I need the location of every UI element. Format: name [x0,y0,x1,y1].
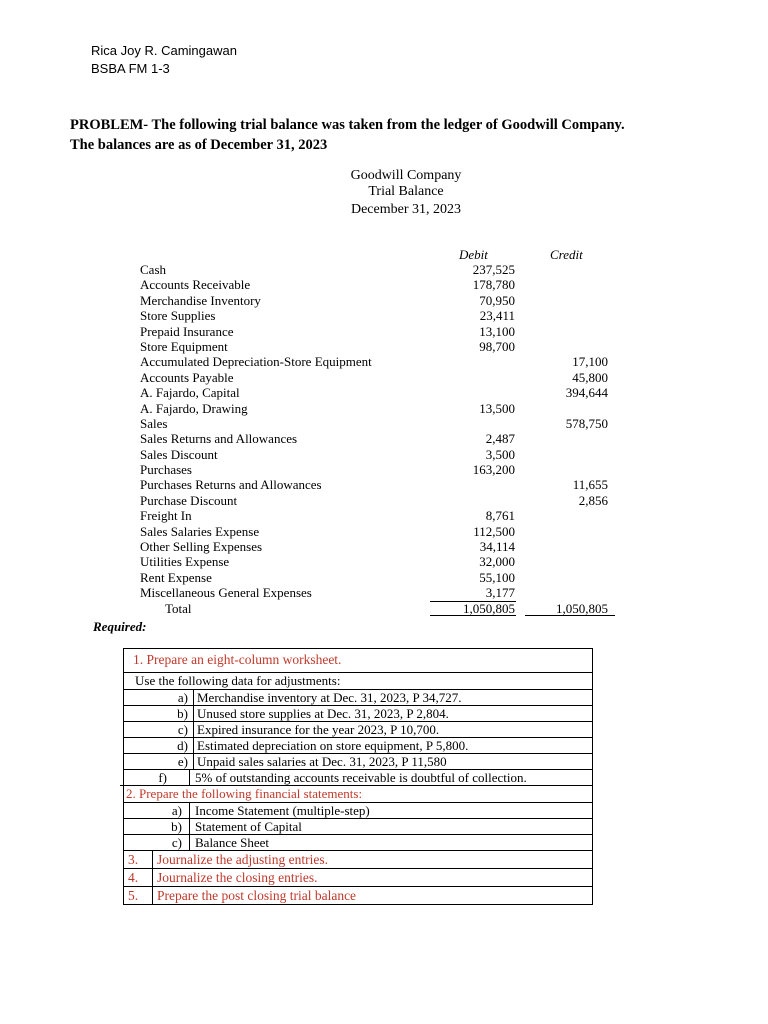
account-name: Purchases [140,462,192,478]
total-row [140,601,620,616]
credit-amount: 578,750 [565,415,608,431]
requirement-5 [124,886,592,904]
statement-title: Trial Balance [368,184,444,199]
requirement-text: Journalize the closing entries. [157,870,318,885]
adjustment-item [124,721,592,737]
credit-amount: 45,800 [572,369,608,385]
trial-balance-table [140,262,620,616]
debit-amount: 3,177 [485,585,515,601]
account-name: Merchandise Inventory [140,292,261,308]
debit-amount: 98,700 [479,338,515,354]
table-row [140,370,620,385]
table-row [140,539,620,554]
adjustment-text: Estimated depreciation on store equipment, P 5,800. [197,738,469,753]
account-name: Store Equipment [140,338,228,354]
account-name: Purchases Returns and Allowances [140,477,322,493]
table-row [140,277,620,292]
adjustment-text: Unused store supplies at Dec. 31, 2023, P 2,804. [197,706,449,721]
adjustment-text: Merchandise inventory at Dec. 31, 2023, P 34,727. [197,690,462,705]
statement-text: Statement of Capital [195,819,302,834]
account-name: Accounts Payable [140,369,234,385]
table-row [140,554,620,569]
statement-text: Income Statement (multiple-step) [195,803,370,818]
debit-sum-rule [430,601,516,602]
credit-amount: 2,856 [578,492,608,508]
adjustment-item [124,769,592,785]
debit-amount: 8,761 [485,508,515,524]
account-name: Sales Returns and Allowances [140,431,298,447]
problem-statement-line2: The balances are as of December 31, 2023 [70,137,328,153]
account-name: Miscellaneous General Expenses [140,585,312,601]
requirement-1: 1. Prepare an eight-column worksheet. [124,649,592,673]
table-row [140,462,620,477]
debit-amount: 13,500 [479,400,515,416]
account-name: A. Fajardo, Drawing [140,400,248,416]
account-name: Other Selling Expenses [140,539,263,555]
account-name: Freight In [140,508,192,524]
table-row [140,585,620,600]
adjustment-item [124,737,592,753]
account-name: Purchase Discount [140,492,238,508]
table-row [140,385,620,400]
statement-label: a) [171,803,182,818]
requirement-4 [124,868,592,886]
total-label: Total [165,600,192,616]
account-name: Accumulated Depreciation-Store Equipment [140,354,372,370]
debit-amount: 112,500 [473,523,515,539]
table-row [140,401,620,416]
adjustment-label: c) [177,722,188,737]
table-row [140,416,620,431]
account-name: Store Supplies [140,308,216,324]
credit-total-rule [525,615,615,616]
table-row [140,477,620,492]
table-row [140,447,620,462]
debit-amount: 2,487 [485,431,515,447]
adjustment-item [124,705,592,721]
account-name: Accounts Receivable [140,277,251,293]
table-row [140,354,620,369]
statement-item [124,818,592,834]
debit-amount: 178,780 [472,277,515,293]
problem-statement-line1: PROBLEM- The following trial balance was taken from the ledger of Goodwill Company. [70,117,625,133]
account-name: Rent Expense [140,569,212,585]
statement-label: c) [171,835,182,850]
table-row [140,431,620,446]
debit-amount: 163,200 [472,462,515,478]
table-row [140,308,620,323]
student-name: Rica Joy R. Camingawan [91,43,237,58]
table-row [140,324,620,339]
student-section: BSBA FM 1-3 [91,61,170,76]
account-name: Prepaid Insurance [140,323,234,339]
requirement-number: 3. [128,852,139,867]
credit-column-header: Credit [550,247,583,262]
adjustment-text: 5% of outstanding accounts receivable is doubtful of collection. [195,770,527,785]
requirement-text: Prepare the post closing trial balance [157,888,357,903]
total-credit: 1,050,805 [556,600,608,616]
adjustment-text: Expired insurance for the year 2023, P 10,700. [197,722,440,737]
table-row [140,508,620,523]
requirement-2: 2. Prepare the following financial statements: [120,785,592,802]
debit-amount: 70,950 [479,292,515,308]
account-name: Cash [140,262,166,277]
statement-item [124,834,592,850]
statement-date: December 31, 2023 [350,202,462,217]
requirement-3 [124,850,592,868]
table-row [140,570,620,585]
credit-amount: 11,655 [572,477,608,493]
debit-total-rule [430,615,516,616]
adjustment-label: d) [177,738,188,753]
table-row [140,493,620,508]
adjustment-item [124,689,592,705]
total-debit: 1,050,805 [463,600,515,616]
account-name: Sales Discount [140,446,218,462]
debit-amount: 237,525 [472,262,515,277]
debit-amount: 32,000 [479,554,515,570]
company-name: Goodwill Company [350,168,462,183]
adjustment-label: a) [177,690,188,705]
table-row [140,524,620,539]
statement-text: Balance Sheet [195,835,269,850]
statement-item [124,802,592,818]
account-name: Utilities Expense [140,554,230,570]
debit-amount: 34,114 [479,539,515,555]
account-name: A. Fajardo, Capital [140,385,240,401]
table-row [140,262,620,277]
debit-column-header: Debit [459,247,488,262]
adjustment-item [124,753,592,769]
adjustment-label: b) [177,706,188,721]
requirement-text: Journalize the adjusting entries. [157,852,328,867]
debit-amount: 55,100 [479,569,515,585]
requirement-number: 4. [128,870,139,885]
adjustments-intro: Use the following data for adjustments: [135,673,341,688]
debit-amount: 23,411 [479,308,515,324]
required-heading: Required: [93,619,147,634]
adjustment-text: Unpaid sales salaries at Dec. 31, 2023, P 11,580 [197,754,447,769]
credit-amount: 17,100 [572,354,608,370]
account-name: Sales Salaries Expense [140,523,260,539]
adjustment-label: e) [177,754,188,769]
account-name: Sales [140,415,168,431]
requirement-number: 5. [128,888,139,903]
credit-amount: 394,644 [565,385,608,401]
table-row [140,339,620,354]
adjustment-label: f) [158,770,167,785]
requirements-box [123,648,593,905]
debit-amount: 13,100 [479,323,515,339]
table-row [140,293,620,308]
statement-label: b) [171,819,182,834]
debit-amount: 3,500 [485,446,515,462]
